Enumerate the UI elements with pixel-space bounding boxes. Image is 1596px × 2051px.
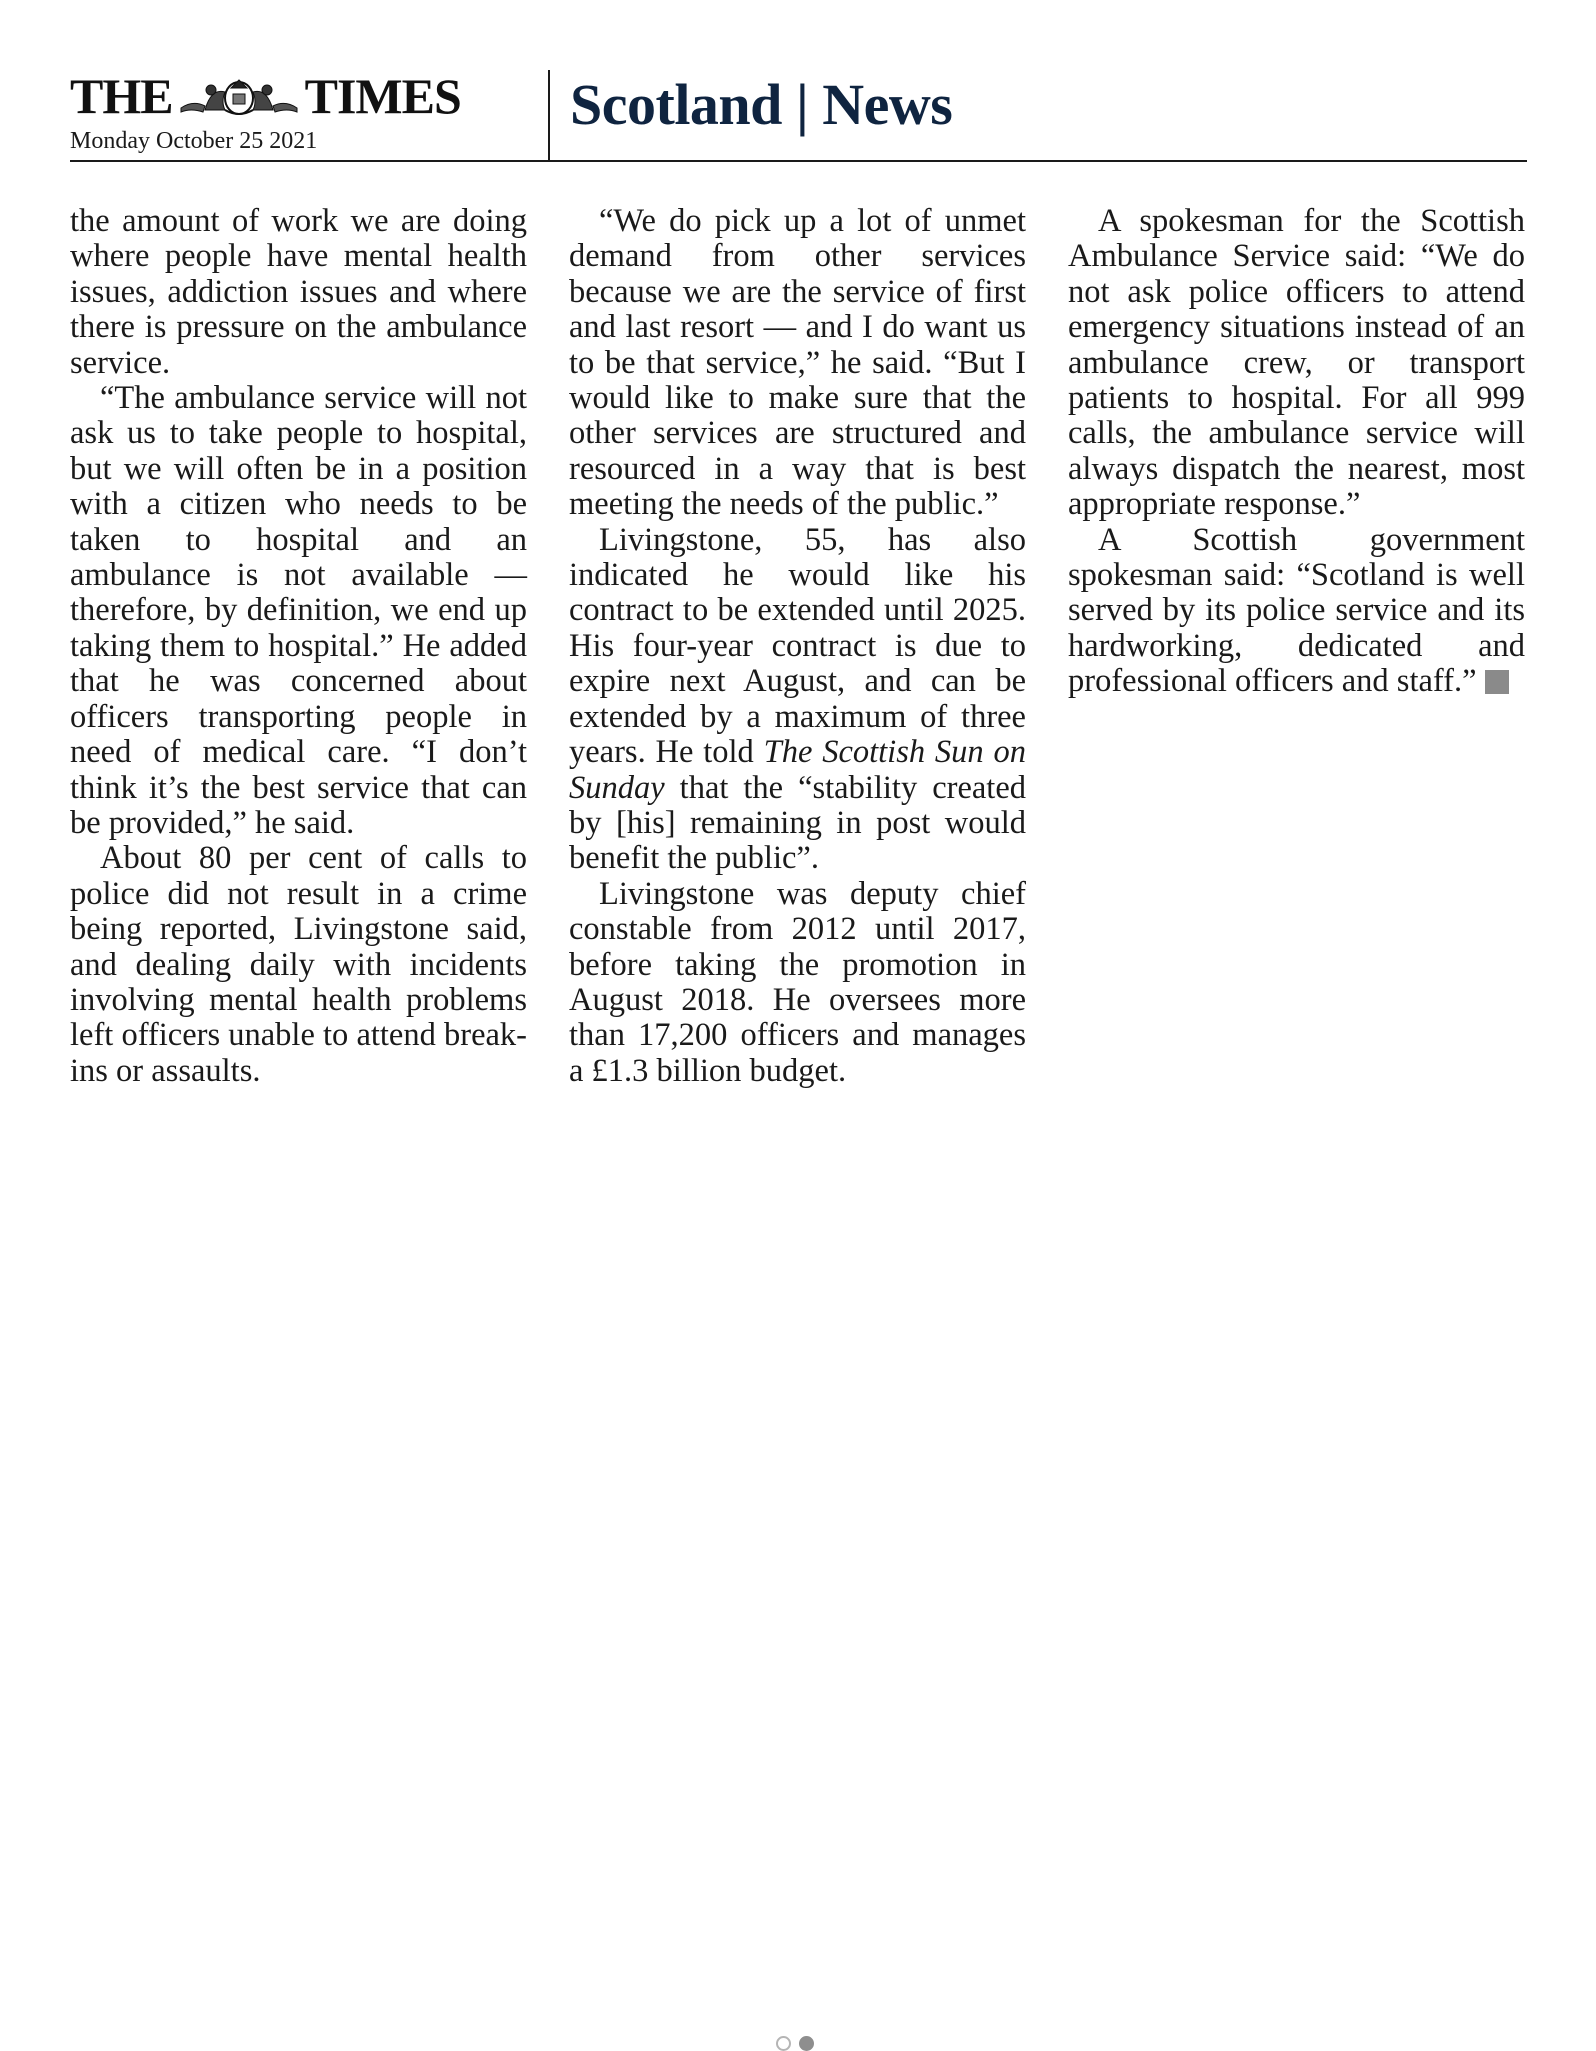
paragraph-text: that the “stability created by [his] remaining in post would benefit the public”.	[569, 769, 1026, 877]
article-column-2	[569, 204, 1026, 1089]
page-dot-2[interactable]	[799, 2036, 814, 2051]
paragraph: About 80 per cent of calls to police did not result in a crime being reported, Livingstone said, and dealing daily with incidents involving mental health problems left officers unable to attend break-ins or assaults.	[70, 840, 527, 1089]
article-column-1	[70, 204, 527, 1089]
article-column-3	[1068, 204, 1525, 700]
section-title: Scotland | News	[570, 72, 953, 137]
newspaper-logo	[70, 70, 461, 122]
paragraph: “The ambulance service will not ask us to take people to hospital, but we will often be in a position with a citizen who needs to be taken to hospital and an ambulance is not available — therefore, by definition, we end up taking them to hospital.” He added that he was concerned about officers transporting people in need of medical care. “I don’t think it’s the best service that can be provided,” he said.	[70, 380, 527, 841]
paragraph-text: A Scottish government spokesman said: “Scotland is well served by its police service and its hardworking, dedicated and professional officers and staff.”	[1068, 521, 1525, 700]
brand-the: THE	[70, 68, 173, 124]
masthead-divider	[548, 70, 550, 160]
brand-times: TIMES	[304, 68, 461, 124]
page-indicator[interactable]	[776, 2036, 814, 2051]
page-dot-1[interactable]	[776, 2036, 791, 2051]
paragraph: the amount of work we are doing where people have mental health issues, addiction issues and where there is pressure on the ambulance service.	[70, 203, 527, 381]
paragraph	[1068, 523, 1525, 700]
masthead	[70, 66, 1527, 162]
royal-crest-icon	[175, 70, 303, 122]
paragraph: Livingstone was deputy chief constable from 2012 until 2017, before taking the promotion in August 2018. He oversees more than 17,200 officers and manages a £1.3 billion budget.	[569, 875, 1026, 1089]
publication-title: The Scottish Sun on Sunday	[569, 734, 1026, 806]
paragraph: A spokesman for the Scottish Ambulance Service said: “We do not ask police officers to attend emergency situations instead of an ambulance crew, or transport patients to hospital. For all 999 calls, the ambulance service will always dispatch the nearest, most appropriate response.”	[1068, 203, 1525, 523]
paragraph-text: Livingstone, 55, has also indicated he would like his contract to be extended until 2025. His four-year contract is due to expire next August, and can be extended by a maximum of three years. He told	[569, 521, 1026, 771]
issue-date: Monday October 25 2021	[70, 128, 318, 154]
paragraph	[569, 523, 1026, 877]
paragraph: “We do pick up a lot of unmet demand from other services because we are the service of first and last resort — and I do want us to be that service,” he said. “But I would like to make sure that the other services are structured and resourced in a way that is best meeting the needs of the public.”	[569, 203, 1026, 523]
article-end-square-icon	[1485, 670, 1509, 694]
